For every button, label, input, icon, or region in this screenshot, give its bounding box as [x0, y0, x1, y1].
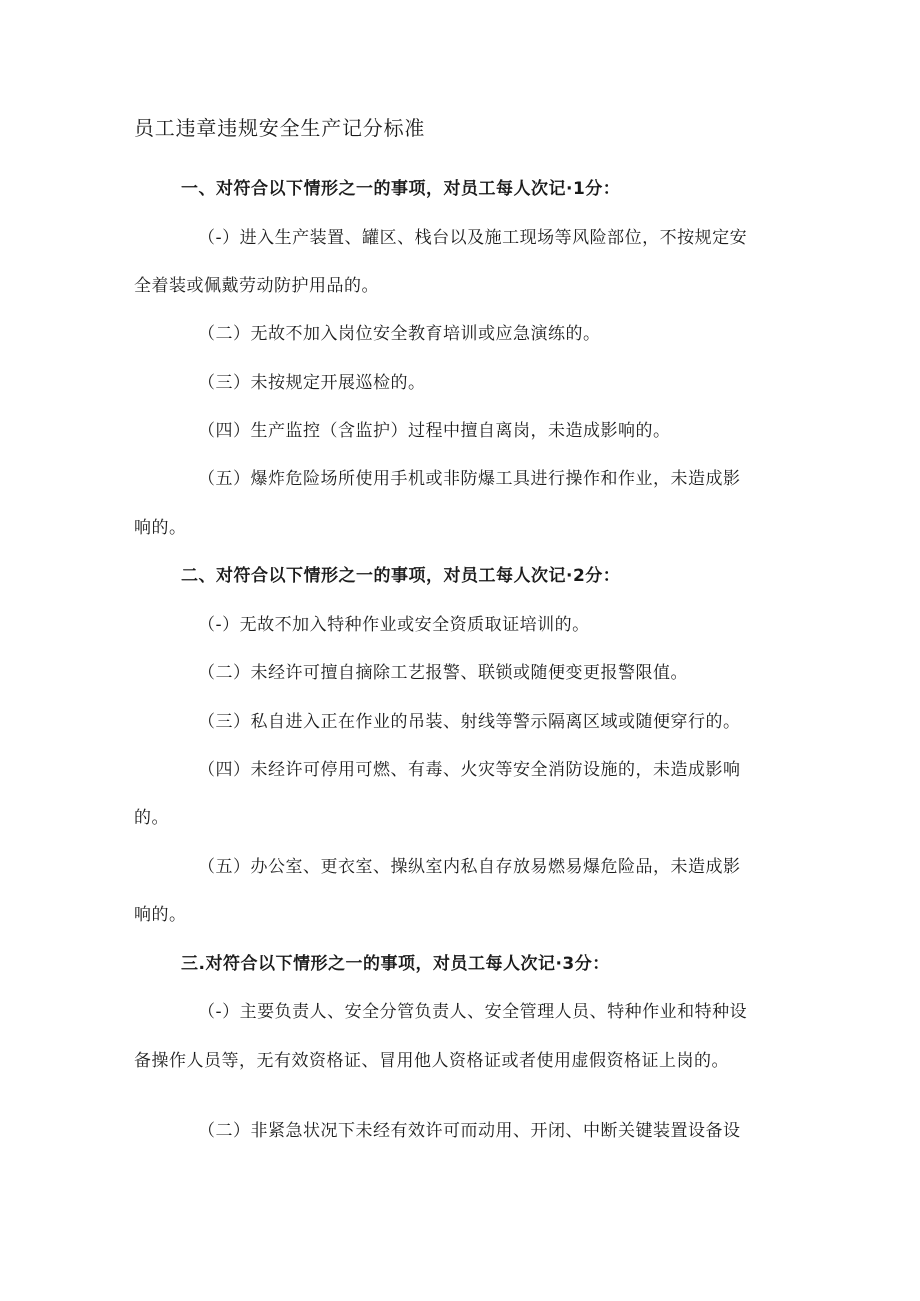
section-2-item-4-line-1: （四）未经许可停用可燃、有毒、火灾等安全消防设施的，未造成影响	[198, 760, 741, 780]
section-1-item-2: （二）无故不加入岗位安全教育培训或应急演练的。	[198, 324, 601, 344]
section-1-item-1-line-2: 全着装或佩戴劳动防护用品的。	[134, 276, 379, 296]
section-2-item-5-line-1: （五）办公室、更衣室、操纵室内私自存放易燃易爆危险品，未造成影	[198, 857, 741, 877]
section-3-item-1-line-1: （-）主要负责人、安全分管负责人、安全管理人员、特种作业和特种设	[198, 1002, 748, 1022]
section-3-item-2-line-1: （二）非紧急状况下未经有效许可而动用、开闭、中断关键装置设备设	[198, 1121, 741, 1141]
section-2-item-5-line-2: 响的。	[134, 905, 187, 925]
section-1-item-5-line-1: （五）爆炸危险场所使用手机或非防爆工具进行操作和作业，未造成影	[198, 469, 741, 489]
section-3-item-1-line-2: 备操作人员等，无有效资格证、冒用他人资格证或者使用虚假资格证上岗的。	[134, 1051, 729, 1071]
section-1-item-3: （三）未按规定开展巡检的。	[198, 373, 426, 393]
section-1-item-4: （四）生产监控（含监护）过程中擅自离岗，未造成影响的。	[198, 421, 671, 441]
section-2-item-4-line-2: 的。	[134, 808, 169, 828]
section-1-heading: 一、对符合以下情形之一的事项，对员工每人次记·1分：	[181, 179, 621, 199]
section-1-item-1-line-1: （-）进入生产装置、罐区、栈台以及施工现场等风险部位，不按规定安	[198, 228, 748, 248]
section-2-item-3: （三）私自进入正在作业的吊装、射线等警示隔离区域或随便穿行的。	[198, 712, 741, 732]
document-title: 员工违章违规安全生产记分标准	[134, 116, 426, 140]
section-2-item-1: （-）无故不加入特种作业或安全资质取证培训的。	[198, 615, 590, 635]
section-2-item-2: （二）未经许可擅自摘除工艺报警、联锁或随便变更报警限值。	[198, 663, 688, 683]
section-1-item-5-line-2: 响的。	[134, 518, 187, 538]
section-2-heading: 二、对符合以下情形之一的事项，对员工每人次记·2分：	[181, 566, 621, 586]
section-3-heading: 三.对符合以下情形之一的事项，对员工每人次记·3分：	[181, 954, 610, 974]
